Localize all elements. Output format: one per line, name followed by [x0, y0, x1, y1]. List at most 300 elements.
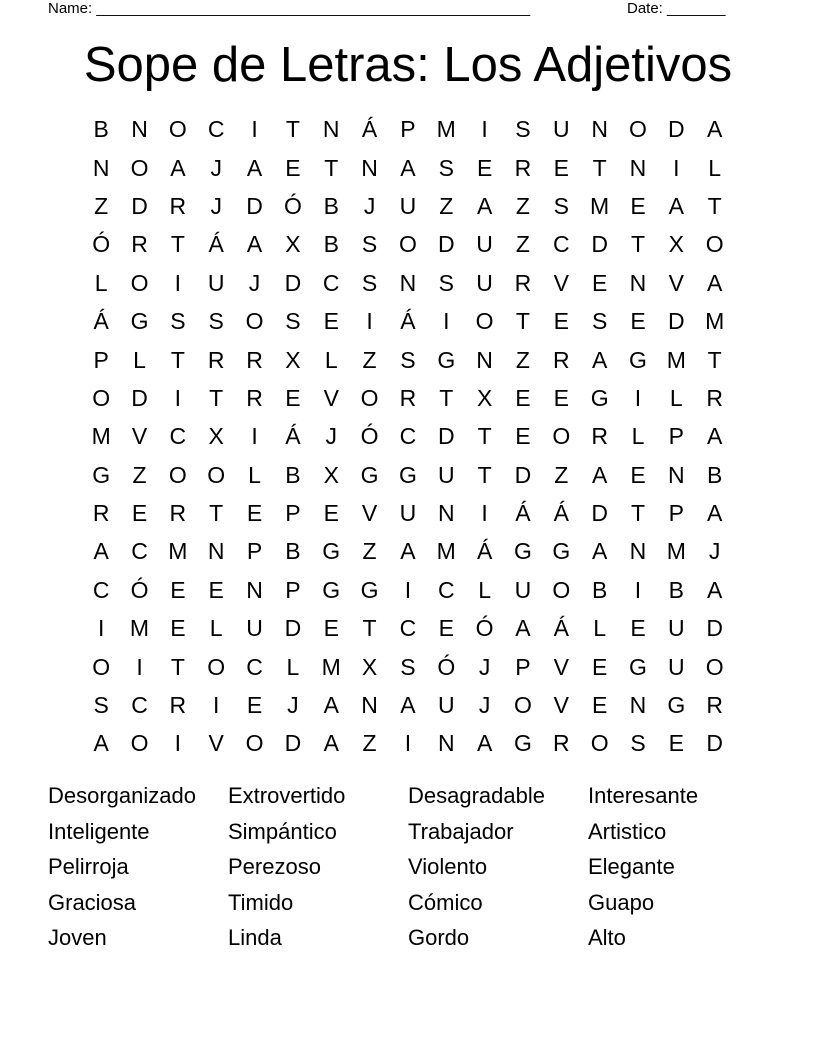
grid-letter[interactable]: Z	[362, 538, 377, 565]
grid-letter[interactable]: A	[400, 692, 416, 719]
grid-letter[interactable]: G	[130, 308, 149, 335]
grid-letter[interactable]: E	[630, 308, 646, 335]
grid-letter[interactable]: E	[630, 192, 646, 219]
date-field[interactable]: Date: _______	[627, 0, 726, 17]
grid-letter[interactable]: D	[131, 384, 148, 411]
grid-letter[interactable]: Ó	[92, 231, 111, 258]
grid-letter[interactable]: L	[94, 269, 108, 296]
grid-letter[interactable]: N	[476, 346, 493, 373]
word-list-item: Guapo	[588, 889, 655, 915]
grid-letter[interactable]: O	[629, 116, 647, 143]
word-list-item: Extrovertido	[228, 783, 346, 808]
grid-letter[interactable]: G	[360, 461, 379, 488]
grid-letter[interactable]: S	[553, 192, 569, 219]
grid-letter[interactable]: G	[514, 538, 532, 565]
grid-letter[interactable]: A	[515, 615, 531, 642]
grid-letter[interactable]: A	[476, 192, 493, 219]
grid-letter[interactable]: Á	[515, 500, 531, 527]
grid-letter[interactable]: Ó	[437, 653, 456, 680]
grid-letter[interactable]: Z	[515, 346, 530, 373]
grid-letter[interactable]: X	[208, 423, 224, 450]
grid-letter[interactable]: E	[285, 154, 301, 181]
grid-letter[interactable]: A	[707, 116, 723, 143]
word-list-item: Graciosa	[48, 889, 137, 915]
grid-letter[interactable]: L	[669, 384, 683, 411]
grid-letter[interactable]: C	[437, 576, 455, 603]
grid-letter[interactable]: R	[169, 192, 187, 219]
grid-letter[interactable]: E	[553, 384, 569, 411]
grid-letter[interactable]: E	[630, 461, 646, 488]
grid-letter[interactable]: V	[323, 384, 339, 411]
grid-letter[interactable]: L	[631, 423, 645, 450]
grid-letter[interactable]: G	[590, 384, 609, 411]
grid-letter[interactable]: X	[361, 653, 378, 680]
grid-letter[interactable]: S	[208, 308, 224, 335]
grid-letter[interactable]: O	[360, 384, 379, 411]
grid-letter[interactable]: J	[210, 154, 222, 181]
grid-letter[interactable]: M	[436, 116, 456, 143]
grid-letter[interactable]: I	[251, 423, 258, 450]
grid-letter[interactable]: P	[515, 653, 531, 680]
grid-letter[interactable]: A	[591, 346, 608, 373]
grid-letter[interactable]: Ó	[360, 423, 379, 450]
grid-letter[interactable]: J	[210, 192, 222, 219]
grid-letter[interactable]: T	[630, 500, 646, 527]
grid-letter[interactable]: P	[285, 576, 301, 603]
grid-letter[interactable]: U	[399, 192, 417, 219]
grid-letter[interactable]: X	[668, 231, 684, 258]
grid-letter[interactable]: N	[399, 269, 417, 296]
grid-letter[interactable]: U	[476, 269, 493, 296]
grid-letter[interactable]: E	[170, 576, 186, 603]
grid-letter[interactable]: R	[706, 384, 723, 411]
grid-letter[interactable]: R	[399, 384, 417, 411]
grid-letter[interactable]: C	[246, 653, 263, 680]
grid-letter[interactable]: J	[325, 423, 337, 450]
grid-letter[interactable]: S	[361, 269, 378, 296]
grid-letter[interactable]: S	[438, 269, 454, 296]
grid-letter[interactable]: E	[553, 308, 569, 335]
grid-letter[interactable]: Ó	[130, 576, 149, 603]
grid-letter[interactable]: Á	[476, 538, 493, 565]
word-list-item: Gordo	[408, 925, 470, 950]
grid-letter[interactable]: V	[208, 730, 224, 757]
grid-letter[interactable]: O	[207, 653, 226, 680]
grid-letter[interactable]: V	[131, 423, 148, 450]
grid-letter[interactable]: M	[705, 308, 725, 335]
grid-letter[interactable]: I	[213, 692, 220, 719]
grid-letter[interactable]: E	[553, 154, 569, 181]
grid-letter[interactable]: C	[131, 538, 148, 565]
grid-letter[interactable]: S	[438, 154, 454, 181]
grid-letter[interactable]: Á	[361, 116, 378, 143]
grid-letter[interactable]: Á	[553, 500, 569, 527]
grid-letter[interactable]: O	[207, 461, 226, 488]
grid-letter[interactable]: D	[437, 231, 455, 258]
grid-letter[interactable]: R	[591, 423, 608, 450]
grid-letter[interactable]: V	[668, 269, 684, 296]
grid-letter[interactable]: I	[97, 615, 105, 642]
grid-letter[interactable]: L	[708, 154, 722, 181]
grid-letter[interactable]: T	[592, 154, 607, 181]
grid-letter[interactable]: N	[629, 538, 647, 565]
grid-letter[interactable]: P	[400, 116, 416, 143]
grid-letter[interactable]: T	[515, 308, 530, 335]
grid-letter[interactable]: Z	[132, 461, 147, 488]
grid-letter[interactable]: I	[481, 116, 488, 143]
grid-letter[interactable]: D	[284, 730, 302, 757]
grid-letter[interactable]: N	[361, 154, 378, 181]
grid-letter[interactable]: X	[476, 384, 493, 411]
grid-letter[interactable]: D	[706, 730, 723, 757]
grid-letter[interactable]: B	[93, 116, 109, 143]
grid-letter[interactable]: E	[323, 615, 339, 642]
grid-letter[interactable]: T	[477, 461, 492, 488]
grid-letter[interactable]: T	[477, 423, 492, 450]
grid-letter[interactable]: B	[285, 538, 301, 565]
grid-letter[interactable]: A	[170, 154, 186, 181]
grid-letter[interactable]: D	[246, 192, 263, 219]
grid-letter[interactable]: N	[207, 538, 225, 565]
grid-letter[interactable]: O	[475, 308, 494, 335]
word-list-item: Inteligente	[48, 818, 150, 844]
grid-letter[interactable]: D	[591, 500, 608, 527]
grid-letter[interactable]: Á	[285, 423, 301, 450]
grid-letter[interactable]: U	[399, 500, 417, 527]
grid-letter[interactable]: B	[707, 461, 723, 488]
grid-row	[82, 417, 734, 455]
grid-letter[interactable]: X	[285, 346, 301, 373]
grid-letter[interactable]: M	[666, 538, 686, 565]
grid-letter[interactable]: D	[131, 192, 148, 219]
grid-letter[interactable]: O	[590, 730, 609, 757]
grid-letter[interactable]: D	[591, 231, 608, 258]
grid-letter[interactable]: U	[437, 692, 455, 719]
grid-letter[interactable]: T	[362, 615, 377, 642]
grid-letter[interactable]: Z	[362, 346, 377, 373]
grid-letter[interactable]: T	[630, 231, 646, 258]
grid-letter[interactable]: U	[668, 615, 685, 642]
grid-letter[interactable]: I	[174, 384, 182, 411]
grid-letter[interactable]: N	[246, 576, 263, 603]
name-field[interactable]: Name: ____________________________________________________	[48, 0, 531, 17]
grid-letter[interactable]: O	[130, 154, 149, 181]
grid-letter[interactable]: I	[404, 576, 412, 603]
grid-letter[interactable]: R	[552, 730, 570, 757]
grid-letter[interactable]: M	[168, 538, 188, 565]
grid-letter[interactable]: M	[590, 192, 610, 219]
grid-letter[interactable]: P	[93, 346, 109, 373]
grid-letter[interactable]: J	[287, 692, 299, 719]
grid-letter[interactable]: J	[363, 192, 376, 219]
grid-letter[interactable]: I	[174, 269, 182, 296]
grid-letter[interactable]: R	[131, 231, 148, 258]
grid-letter[interactable]: O	[92, 653, 111, 680]
grid-letter[interactable]: C	[169, 423, 187, 450]
grid-letter[interactable]: P	[246, 538, 263, 565]
grid-letter[interactable]: E	[323, 308, 339, 335]
grid-letter[interactable]: S	[515, 116, 531, 143]
grid-letter[interactable]: L	[478, 576, 491, 603]
grid-letter[interactable]: N	[437, 500, 455, 527]
grid-letter[interactable]: A	[400, 538, 416, 565]
grid-letter[interactable]: Á	[93, 308, 109, 335]
grid-letter[interactable]: A	[707, 269, 723, 296]
grid-letter[interactable]: O	[514, 692, 532, 719]
grid-letter[interactable]: A	[668, 192, 684, 219]
grid-letter[interactable]: E	[323, 500, 339, 527]
grid-letter[interactable]: L	[209, 615, 223, 642]
grid-letter[interactable]: C	[399, 423, 417, 450]
grid-letter[interactable]: Á	[553, 615, 569, 642]
grid-row	[82, 456, 734, 494]
grid-letter[interactable]: N	[131, 116, 148, 143]
grid-letter[interactable]: L	[286, 653, 300, 680]
grid-letter[interactable]: O	[552, 423, 571, 450]
grid-letter[interactable]: N	[322, 116, 340, 143]
grid-letter[interactable]: U	[246, 615, 263, 642]
grid-letter[interactable]: V	[553, 653, 569, 680]
grid-letter[interactable]: Z	[362, 730, 377, 757]
grid-letter[interactable]: G	[360, 576, 379, 603]
grid-letter[interactable]: G	[322, 576, 341, 603]
grid-letter[interactable]: R	[169, 692, 187, 719]
grid-letter[interactable]: Ó	[283, 192, 302, 219]
grid-letter[interactable]: N	[629, 692, 647, 719]
grid-letter[interactable]: E	[668, 730, 684, 757]
grid-letter[interactable]: N	[361, 692, 378, 719]
grid-letter[interactable]: C	[92, 576, 110, 603]
grid-letter[interactable]: R	[92, 500, 110, 527]
grid-letter[interactable]: E	[515, 384, 531, 411]
grid-letter[interactable]: A	[400, 154, 416, 181]
grid-letter[interactable]: S	[400, 653, 416, 680]
grid-letter[interactable]: G	[437, 346, 456, 373]
grid-letter[interactable]: G	[629, 653, 647, 680]
grid-letter[interactable]: O	[130, 269, 149, 296]
grid-letter[interactable]: E	[246, 500, 263, 527]
grid-letter[interactable]: C	[399, 615, 417, 642]
grid-letter[interactable]: G	[398, 461, 417, 488]
grid-letter[interactable]: R	[706, 692, 723, 719]
grid-letter[interactable]: I	[673, 154, 680, 181]
grid-letter[interactable]: U	[668, 653, 685, 680]
grid-letter[interactable]: R	[169, 500, 187, 527]
grid-letter[interactable]: O	[130, 730, 149, 757]
grid-letter[interactable]: T	[439, 384, 454, 411]
grid-letter[interactable]: D	[284, 615, 302, 642]
grid-letter[interactable]: D	[284, 269, 302, 296]
grid-letter[interactable]: T	[170, 231, 185, 258]
grid-letter[interactable]: E	[208, 576, 224, 603]
grid-letter[interactable]: B	[285, 461, 301, 488]
grid-letter[interactable]: V	[553, 269, 569, 296]
grid-letter[interactable]: R	[246, 384, 263, 411]
grid-letter[interactable]: G	[629, 346, 647, 373]
grid-letter[interactable]: A	[591, 538, 608, 565]
grid-letter[interactable]: O	[398, 231, 417, 258]
grid-letter[interactable]: R	[514, 269, 532, 296]
grid-letter[interactable]: Z	[515, 231, 530, 258]
grid-letter[interactable]: D	[437, 423, 455, 450]
grid-letter[interactable]: D	[706, 615, 723, 642]
grid-letter[interactable]: R	[246, 346, 263, 373]
grid-letter[interactable]: R	[552, 346, 570, 373]
grid-letter[interactable]: A	[93, 538, 109, 565]
grid-letter[interactable]: S	[400, 346, 416, 373]
grid-letter[interactable]: S	[361, 231, 378, 258]
grid-letter[interactable]: S	[630, 730, 646, 757]
grid-letter[interactable]: I	[481, 500, 488, 527]
grid-letter[interactable]: C	[552, 231, 570, 258]
grid-letter[interactable]: J	[708, 538, 721, 565]
grid-letter[interactable]: S	[285, 308, 301, 335]
grid-letter[interactable]: E	[591, 653, 608, 680]
grid-letter[interactable]: C	[322, 269, 340, 296]
grid-letter[interactable]: E	[285, 384, 301, 411]
grid-letter[interactable]: N	[591, 116, 608, 143]
grid-letter[interactable]: N	[92, 154, 110, 181]
grid-letter[interactable]: O	[705, 653, 724, 680]
grid-letter[interactable]: R	[514, 154, 532, 181]
grid-letter[interactable]: T	[324, 154, 339, 181]
grid-letter[interactable]: S	[591, 308, 608, 335]
grid-letter[interactable]: E	[630, 615, 646, 642]
grid-letter[interactable]: D	[668, 116, 685, 143]
grid-letter[interactable]: T	[707, 192, 722, 219]
grid-letter[interactable]: G	[667, 692, 686, 719]
grid-letter[interactable]: O	[168, 116, 187, 143]
grid-letter[interactable]: P	[668, 423, 684, 450]
grid-letter[interactable]: S	[93, 692, 109, 719]
grid-row	[82, 686, 734, 724]
grid-letter[interactable]: C	[131, 692, 148, 719]
grid-letter[interactable]: Á	[208, 231, 224, 258]
grid-letter[interactable]: L	[324, 346, 338, 373]
grid-letter[interactable]: X	[323, 461, 339, 488]
grid-letter[interactable]: B	[323, 231, 339, 258]
grid-letter[interactable]: Z	[554, 461, 569, 488]
grid-letter[interactable]: G	[322, 538, 341, 565]
grid-letter[interactable]: O	[245, 730, 264, 757]
grid-letter[interactable]: N	[668, 461, 685, 488]
grid-letter[interactable]: T	[285, 116, 300, 143]
grid-letter[interactable]: E	[131, 500, 148, 527]
grid-letter[interactable]: N	[629, 269, 647, 296]
grid-letter[interactable]: T	[170, 653, 185, 680]
grid-letter[interactable]: P	[668, 500, 684, 527]
grid-letter[interactable]: B	[668, 576, 684, 603]
grid-letter[interactable]: I	[366, 308, 373, 335]
grid-letter[interactable]: I	[404, 730, 412, 757]
grid-letter[interactable]: N	[629, 154, 647, 181]
grid-letter[interactable]: M	[91, 423, 111, 450]
grid-letter[interactable]: U	[207, 269, 225, 296]
grid-letter[interactable]: O	[168, 461, 187, 488]
grid-letter[interactable]: J	[478, 692, 491, 719]
grid-letter[interactable]: V	[553, 692, 569, 719]
grid-letter[interactable]: D	[668, 308, 685, 335]
grid-letter[interactable]: A	[323, 692, 339, 719]
grid-letter[interactable]: I	[634, 576, 642, 603]
grid-letter[interactable]: L	[133, 346, 146, 373]
grid-letter[interactable]: I	[251, 116, 258, 143]
grid-letter[interactable]: M	[321, 653, 341, 680]
grid-letter[interactable]: Z	[94, 192, 109, 219]
word-list-item: Timido	[228, 889, 294, 915]
grid-letter[interactable]: Ó	[475, 615, 494, 642]
grid-letter[interactable]: D	[514, 461, 532, 488]
grid-letter[interactable]: I	[443, 308, 450, 335]
grid-letter[interactable]: G	[92, 461, 111, 488]
grid-letter[interactable]: S	[170, 308, 186, 335]
grid-letter[interactable]: O	[92, 384, 111, 411]
grid-letter[interactable]: N	[437, 730, 455, 757]
grid-letter[interactable]: R	[207, 346, 225, 373]
grid-letter[interactable]: T	[209, 500, 224, 527]
grid-letter[interactable]: A	[707, 576, 723, 603]
grid-letter[interactable]: I	[634, 384, 642, 411]
grid-letter[interactable]: E	[476, 154, 493, 181]
grid-letter[interactable]: A	[323, 730, 339, 757]
grid-letter[interactable]: C	[207, 116, 225, 143]
grid-letter[interactable]: A	[246, 154, 263, 181]
grid-letter[interactable]: A	[707, 500, 723, 527]
grid-letter[interactable]: E	[515, 423, 531, 450]
grid-letter[interactable]: X	[285, 231, 301, 258]
grid-letter[interactable]: G	[514, 730, 532, 757]
grid-letter[interactable]: Z	[515, 192, 530, 219]
grid-letter[interactable]: J	[248, 269, 261, 296]
grid-letter[interactable]: U	[476, 231, 493, 258]
grid-letter[interactable]: A	[591, 461, 608, 488]
grid-letter[interactable]: U	[514, 576, 532, 603]
grid-letter[interactable]: B	[323, 192, 339, 219]
grid-letter[interactable]: Á	[400, 308, 416, 335]
grid-letter[interactable]: M	[129, 615, 150, 642]
grid-letter[interactable]: I	[136, 653, 143, 680]
grid-letter[interactable]: O	[705, 231, 724, 258]
grid-letter[interactable]: E	[438, 615, 454, 642]
grid-letter[interactable]: E	[170, 615, 186, 642]
grid-letter[interactable]: T	[170, 346, 185, 373]
grid-letter[interactable]: L	[593, 615, 607, 642]
grid-letter[interactable]: L	[248, 461, 261, 488]
grid-letter[interactable]: E	[591, 692, 608, 719]
grid-letter[interactable]: A	[93, 730, 109, 757]
grid-letter[interactable]: P	[285, 500, 301, 527]
grid-letter[interactable]: M	[436, 538, 456, 565]
grid-letter[interactable]: Z	[439, 192, 454, 219]
grid-letter[interactable]: V	[361, 500, 378, 527]
grid-letter[interactable]: E	[246, 692, 263, 719]
grid-letter[interactable]: T	[707, 346, 722, 373]
grid-letter[interactable]: U	[552, 116, 570, 143]
grid-letter[interactable]: A	[476, 730, 493, 757]
grid-letter[interactable]: A	[246, 231, 263, 258]
grid-letter[interactable]: A	[707, 423, 723, 450]
grid-letter[interactable]: J	[478, 653, 491, 680]
grid-letter[interactable]: U	[437, 461, 455, 488]
grid-letter[interactable]: I	[174, 730, 182, 757]
grid-letter[interactable]: O	[245, 308, 264, 335]
grid-letter[interactable]: E	[591, 269, 608, 296]
grid-letter[interactable]: G	[552, 538, 571, 565]
grid-letter[interactable]: B	[591, 576, 608, 603]
grid-letter[interactable]: O	[552, 576, 571, 603]
grid-letter[interactable]: M	[666, 346, 686, 373]
grid-letter[interactable]: T	[209, 384, 224, 411]
